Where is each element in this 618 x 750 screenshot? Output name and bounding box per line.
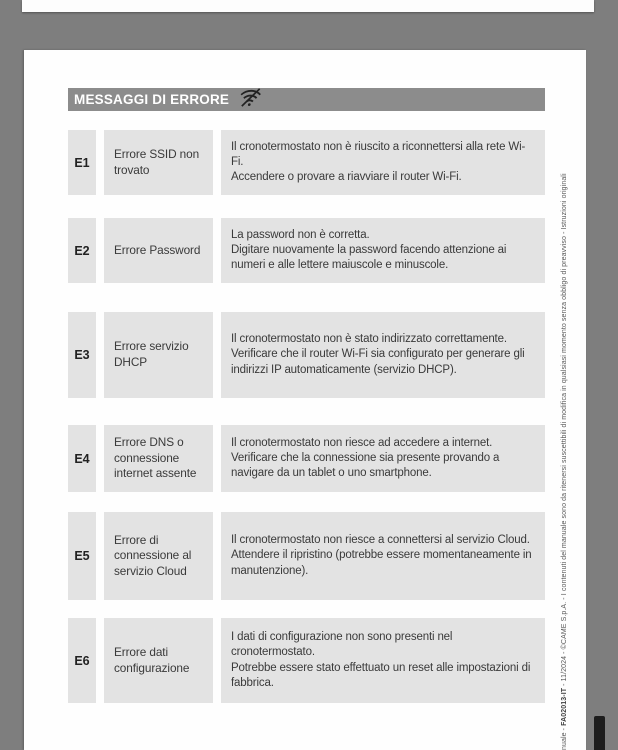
error-description <box>221 312 545 398</box>
document-imprint-vertical <box>561 173 568 750</box>
error-title: Errore Password <box>104 218 213 283</box>
error-title: Errore SSID non trovato <box>104 130 213 195</box>
error-description-line: Il cronotermostato non riesce ad accedere a internet. <box>231 436 493 449</box>
error-code: E4 <box>68 425 96 492</box>
page-section-tab <box>594 716 605 750</box>
error-description-line: Accendere o provare a riavviare il router Wi-Fi. <box>231 171 462 184</box>
error-title: Errore DNS o connessione internet assente <box>104 425 213 492</box>
error-row-e2 <box>68 218 545 283</box>
error-table <box>68 130 545 703</box>
error-code: E3 <box>68 312 96 398</box>
error-row-e6 <box>68 618 545 703</box>
error-description-line: Il cronotermostato non riesce a connettersi al servizio Cloud. <box>231 534 530 547</box>
error-description-line: Digitare nuovamente la password facendo attenzione ai numeri e alle lettere maiuscole e minuscole. <box>231 243 507 272</box>
section-title: MESSAGGI DI ERRORE <box>74 92 230 107</box>
error-row-e5 <box>68 512 545 600</box>
previous-page-edge <box>22 0 594 12</box>
section-header-bar <box>68 88 545 111</box>
error-title: Errore dati configurazione <box>104 618 213 703</box>
error-description-line: Verificare che la connessione sia presente provando a navigare da un tablet o uno smartphone. <box>231 451 500 480</box>
error-row-e3 <box>68 312 545 398</box>
error-code: E2 <box>68 218 96 283</box>
manual-page <box>24 50 586 750</box>
error-description <box>221 425 545 492</box>
error-description-line: Attendere il ripristino (potrebbe essere momentaneamente in manutenzione). <box>231 549 532 577</box>
error-code: E1 <box>68 130 96 195</box>
wifi-off-icon <box>236 87 264 112</box>
error-row-e4 <box>68 425 545 492</box>
error-title: Errore servizio DHCP <box>104 312 213 398</box>
imprint-suffix: - 11/2024 - ©CAME S.p.A. - I contenuti del manuale sono da ritenersi suscettibili di modifica in qualsiasi momento senza obbligo di preavviso - Istruzioni originali <box>561 173 568 688</box>
error-description <box>221 130 545 195</box>
error-row-e1 <box>68 130 545 195</box>
error-description-line: I dati di configurazione non sono presenti nel cronotermostato. <box>231 630 453 659</box>
error-description <box>221 218 545 283</box>
imprint-prefix: nuale - <box>561 725 568 750</box>
error-code: E6 <box>68 618 96 703</box>
document-code: FA02013-IT <box>561 687 568 726</box>
error-description <box>221 512 545 600</box>
error-description-line: Il cronotermostato non è riuscito a riconnettersi alla rete Wi-Fi. <box>231 140 526 168</box>
error-title: Errore di connessione al servizio Cloud <box>104 512 213 600</box>
error-description <box>221 618 545 703</box>
error-description-line: Potrebbe essere stato effettuato un reset alle impostazioni di fabbrica. <box>231 661 531 689</box>
error-description-line: Verificare che il router Wi-Fi sia configurato per generare gli indirizzi IP automaticamente (servizio DHCP). <box>231 348 525 376</box>
error-code: E5 <box>68 512 96 600</box>
error-description-line: La password non è corretta. <box>231 228 370 241</box>
error-description-line: Il cronotermostato non è stato indirizzato correttamente. <box>231 333 507 346</box>
